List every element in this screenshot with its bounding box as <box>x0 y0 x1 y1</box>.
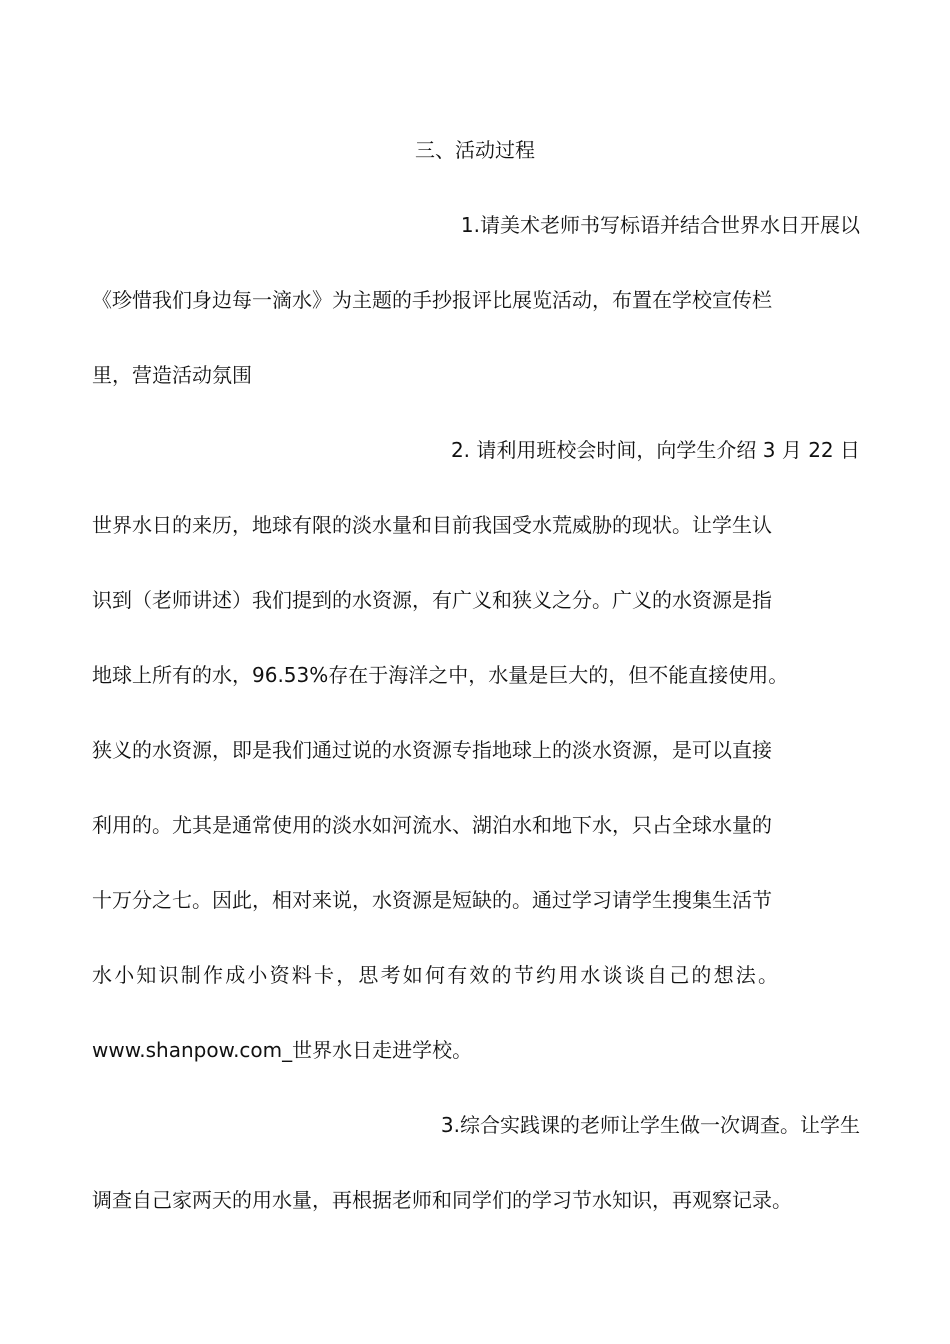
section-heading: 三、活动过程 <box>415 138 535 162</box>
paragraph-2-line-6: 利用的。尤其是通常使用的淡水如河流水、湖泊水和地下水，只占全球水量的 <box>92 813 772 837</box>
paragraph-2-line-5: 狭义的水资源，即是我们通过说的水资源专指地球上的淡水资源，是可以直接 <box>92 738 772 762</box>
paragraph-1-line-3: 里，营造活动氛围 <box>92 363 252 387</box>
paragraph-2-line-9: www.shanpow.com_世界水日走进学校。 <box>92 1038 473 1062</box>
paragraph-2-line-7: 十万分之七。因此，相对来说，水资源是短缺的。通过学习请学生搜集生活节 <box>92 888 772 912</box>
paragraph-1-line-2: 《珍惜我们身边每一滴水》为主题的手抄报评比展览活动，布置在学校宣传栏 <box>92 288 772 312</box>
paragraph-2-line-4: 地球上所有的水，96.53%存在于海洋之中，水量是巨大的，但不能直接使用。 <box>92 663 789 687</box>
paragraph-2-line-2: 世界水日的来历，地球有限的淡水量和目前我国受水荒威胁的现状。让学生认 <box>92 513 772 537</box>
paragraph-1-line-1: 1.请美术老师书写标语并结合世界水日开展以 <box>460 213 860 237</box>
paragraph-2-line-8: 水小知识制作成小资料卡，思考如何有效的节约用水谈谈自己的想法。 <box>92 963 781 987</box>
paragraph-2-line-1: 2. 请利用班校会时间，向学生介绍 3 月 22 日 <box>450 438 860 462</box>
paragraph-2-line-3: 识到（老师讲述）我们提到的水资源，有广义和狭义之分。广义的水资源是指 <box>92 588 772 612</box>
paragraph-3-line-2: 调查自己家两天的用水量，再根据老师和同学们的学习节水知识，再观察记录。 <box>92 1188 792 1212</box>
paragraph-3-line-1: 3.综合实践课的老师让学生做一次调查。让学生 <box>440 1113 860 1137</box>
